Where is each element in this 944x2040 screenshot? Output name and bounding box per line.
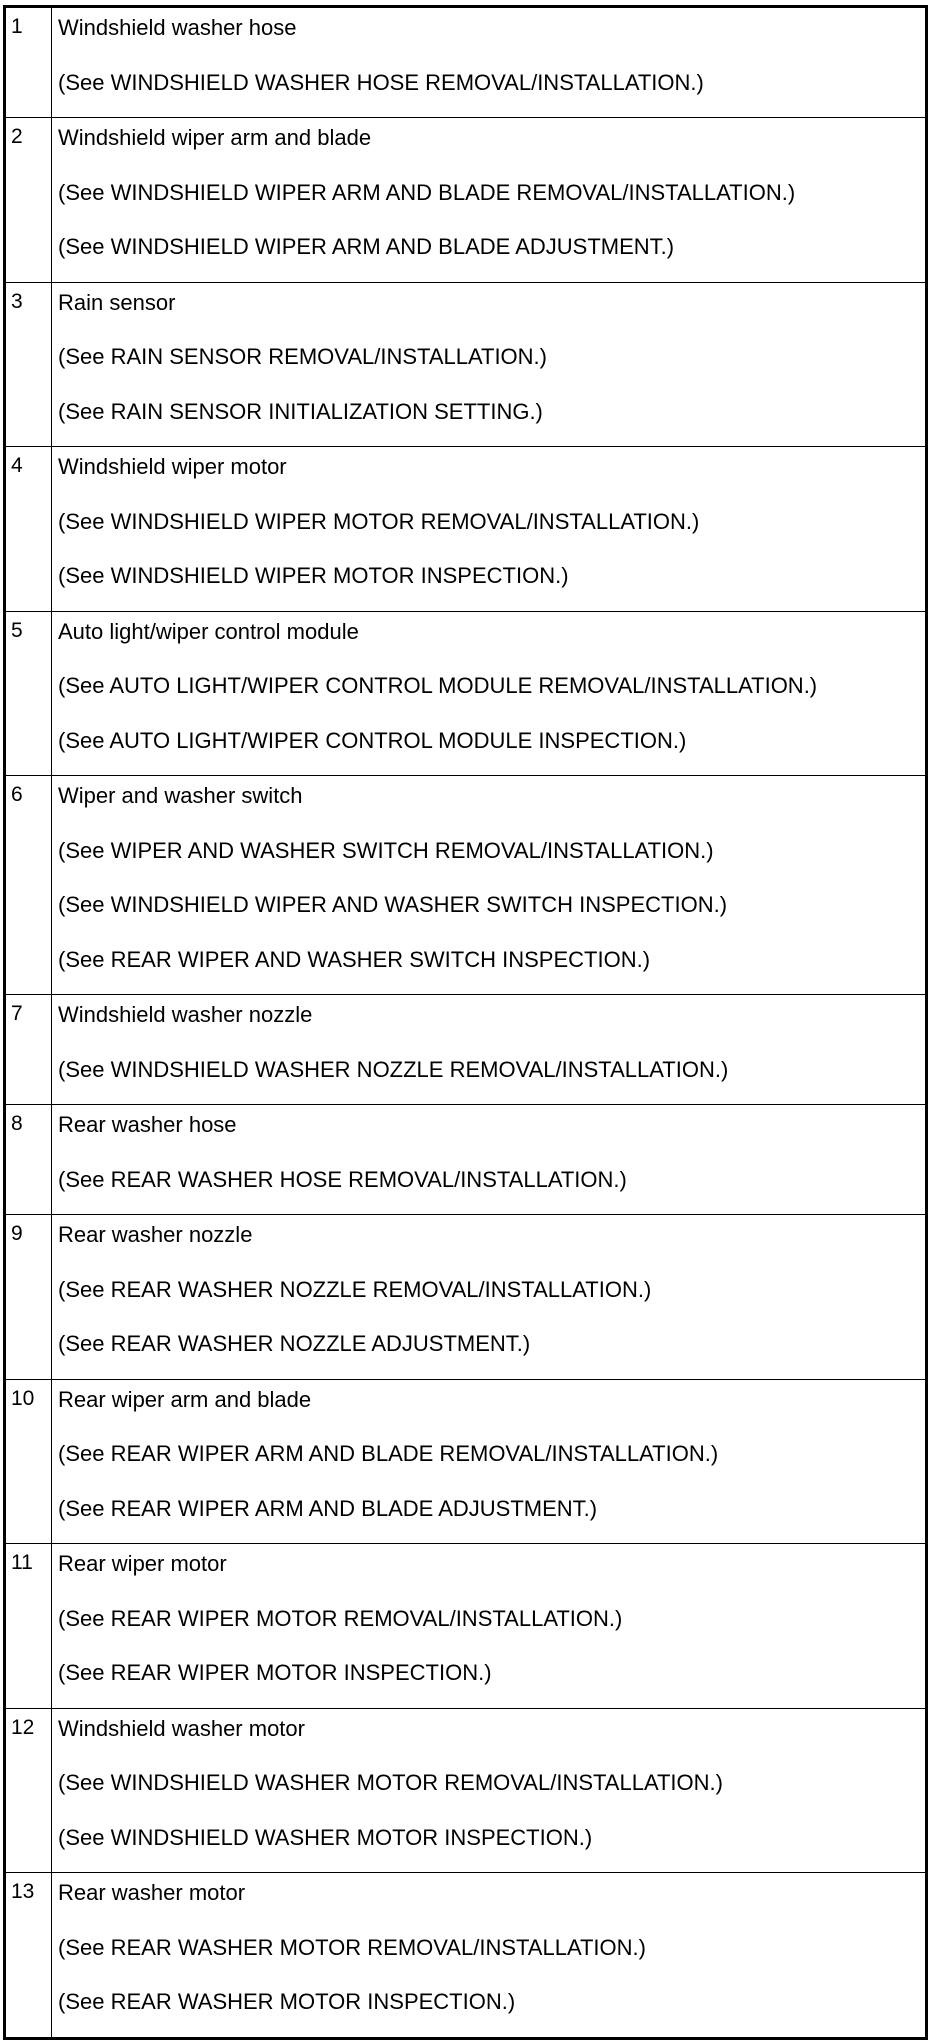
table-row [5,995,927,1105]
table-row [5,447,927,612]
procedure-reference: (See WINDSHIELD WIPER ARM AND BLADE REMOVAL/INSTALLATION.) [58,179,796,205]
item-description-cell [52,1873,927,2039]
component-name: Rear washer motor [58,1880,246,1905]
component-name: Windshield wiper arm and blade [58,125,372,150]
item-number: 7 [5,995,52,1105]
component-name: Rain sensor [58,289,176,315]
procedure-reference: (See REAR WIPER AND WASHER SWITCH INSPECTION.) [58,946,651,972]
component-name: Windshield washer hose [58,15,297,40]
table-row [5,611,927,776]
table-row [5,282,927,447]
component-name: Auto light/wiper control module [58,618,359,644]
procedure-reference: (See WINDSHIELD WIPER ARM AND BLADE ADJUSTMENT.) [58,234,675,259]
procedure-reference: (See REAR WASHER MOTOR REMOVAL/INSTALLATION.) [58,1934,646,1960]
procedure-reference: (See WINDSHIELD WASHER MOTOR REMOVAL/INSTALLATION.) [58,1770,723,1795]
procedure-reference: (See RAIN SENSOR INITIALIZATION SETTING.) [58,398,543,424]
procedure-reference: (See REAR WASHER HOSE REMOVAL/INSTALLATION.) [58,1166,627,1192]
item-description-cell [52,611,927,776]
table-body [5,7,927,2039]
item-description-cell [52,1708,927,1873]
item-description-cell [52,1379,927,1544]
procedure-reference: (See REAR WIPER MOTOR REMOVAL/INSTALLATION.) [58,1605,623,1631]
item-number: 3 [5,282,52,447]
procedure-reference: (See REAR WIPER ARM AND BLADE ADJUSTMENT.) [58,1495,598,1521]
item-number: 6 [5,776,52,995]
table-row [5,1215,927,1380]
item-number: 5 [5,611,52,776]
procedure-reference: (See WINDSHIELD WASHER NOZZLE REMOVAL/INSTALLATION.) [58,1056,729,1082]
item-number: 10 [5,1379,52,1544]
item-number: 1 [5,7,52,118]
procedure-reference: (See WINDSHIELD WIPER AND WASHER SWITCH INSPECTION.) [58,892,728,917]
procedure-reference: (See REAR WASHER NOZZLE REMOVAL/INSTALLATION.) [58,1276,652,1302]
procedure-reference: (See WINDSHIELD WIPER MOTOR REMOVAL/INSTALLATION.) [58,508,700,534]
item-number: 13 [5,1873,52,2039]
procedure-reference: (See REAR WIPER MOTOR INSPECTION.) [58,1660,492,1685]
component-name: Rear wiper arm and blade [58,1386,312,1412]
procedure-reference: (See REAR WIPER ARM AND BLADE REMOVAL/INSTALLATION.) [58,1441,719,1466]
item-number: 9 [5,1215,52,1380]
component-name: Rear washer nozzle [58,1222,253,1247]
table-row [5,118,927,283]
item-description-cell [52,1544,927,1709]
table-row [5,1379,927,1544]
item-number: 2 [5,118,52,283]
component-name: Windshield wiper motor [58,454,287,479]
table-row [5,1544,927,1709]
item-number: 8 [5,1105,52,1215]
component-name: Rear washer hose [58,1112,237,1137]
table-row [5,1708,927,1873]
item-description-cell [52,995,927,1105]
table-row [5,776,927,995]
item-description-cell [52,447,927,612]
item-description-cell [52,776,927,995]
table-row [5,7,927,118]
procedure-reference: (See RAIN SENSOR REMOVAL/INSTALLATION.) [58,344,547,369]
procedure-reference: (See AUTO LIGHT/WIPER CONTROL MODULE REMOVAL/INSTALLATION.) [58,673,818,698]
item-description-cell [52,7,927,118]
procedure-reference: (See WIPER AND WASHER SWITCH REMOVAL/INSTALLATION.) [58,837,714,863]
procedure-reference: (See REAR WASHER MOTOR INSPECTION.) [58,1989,516,2014]
component-name: Wiper and washer switch [58,783,303,808]
procedure-reference: (See REAR WASHER NOZZLE ADJUSTMENT.) [58,1331,531,1356]
table-row [5,1105,927,1215]
item-description-cell [52,1215,927,1380]
item-number: 4 [5,447,52,612]
table-row [5,1873,927,2039]
procedure-reference: (See WINDSHIELD WASHER MOTOR INSPECTION.) [58,1824,593,1850]
component-reference-table [3,5,928,2040]
procedure-reference: (See WINDSHIELD WIPER MOTOR INSPECTION.) [58,563,569,588]
item-description-cell [52,1105,927,1215]
component-name: Windshield washer nozzle [58,1002,313,1027]
procedure-reference: (See AUTO LIGHT/WIPER CONTROL MODULE INSPECTION.) [58,727,687,753]
item-description-cell [52,282,927,447]
item-number: 11 [5,1544,52,1709]
item-number: 12 [5,1708,52,1873]
component-name: Rear wiper motor [58,1551,227,1576]
component-name: Windshield washer motor [58,1715,305,1741]
item-description-cell [52,118,927,283]
procedure-reference: (See WINDSHIELD WASHER HOSE REMOVAL/INSTALLATION.) [58,69,704,95]
